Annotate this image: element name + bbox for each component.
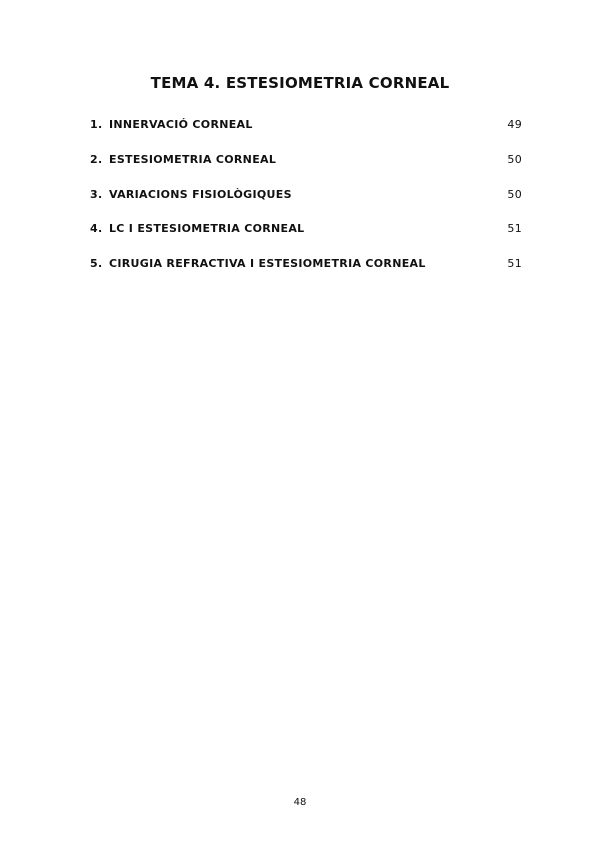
toc-entry-number: 3. [90,187,103,201]
toc-entry-number: 4. [90,222,103,236]
toc-entry-variacions[interactable] [90,188,522,223]
toc-entry-number: 1. [90,118,103,131]
toc-entry-cirugia[interactable] [90,257,522,292]
toc-entry-innervacio[interactable] [90,118,522,153]
table-of-contents [90,118,522,292]
page-title: TEMA 4. ESTESIOMETRIA CORNEAL [150,74,450,92]
toc-entry-page: 50 [507,187,522,201]
toc-entry-number: 2. [90,152,103,166]
toc-entry-label: LC I ESTESIOMETRIA CORNEAL [109,222,305,236]
toc-entry-lc[interactable] [90,222,522,257]
toc-entry-page: 49 [507,118,522,131]
page-number: 48 [293,797,307,808]
toc-entry-label: INNERVACIÓ CORNEAL [109,118,253,131]
toc-entry-page: 51 [507,257,522,271]
toc-entry-label: VARIACIONS FISIOLÒGIQUES [109,187,292,201]
toc-entry-page: 51 [507,222,522,236]
toc-entry-label: ESTESIOMETRIA CORNEAL [109,152,277,166]
toc-entry-label: CIRUGIA REFRACTIVA I ESTESIOMETRIA CORNEAL [109,257,426,271]
toc-entry-number: 5. [90,257,103,271]
toc-entry-estesiometria[interactable] [90,153,522,188]
toc-entry-page: 50 [507,152,522,166]
